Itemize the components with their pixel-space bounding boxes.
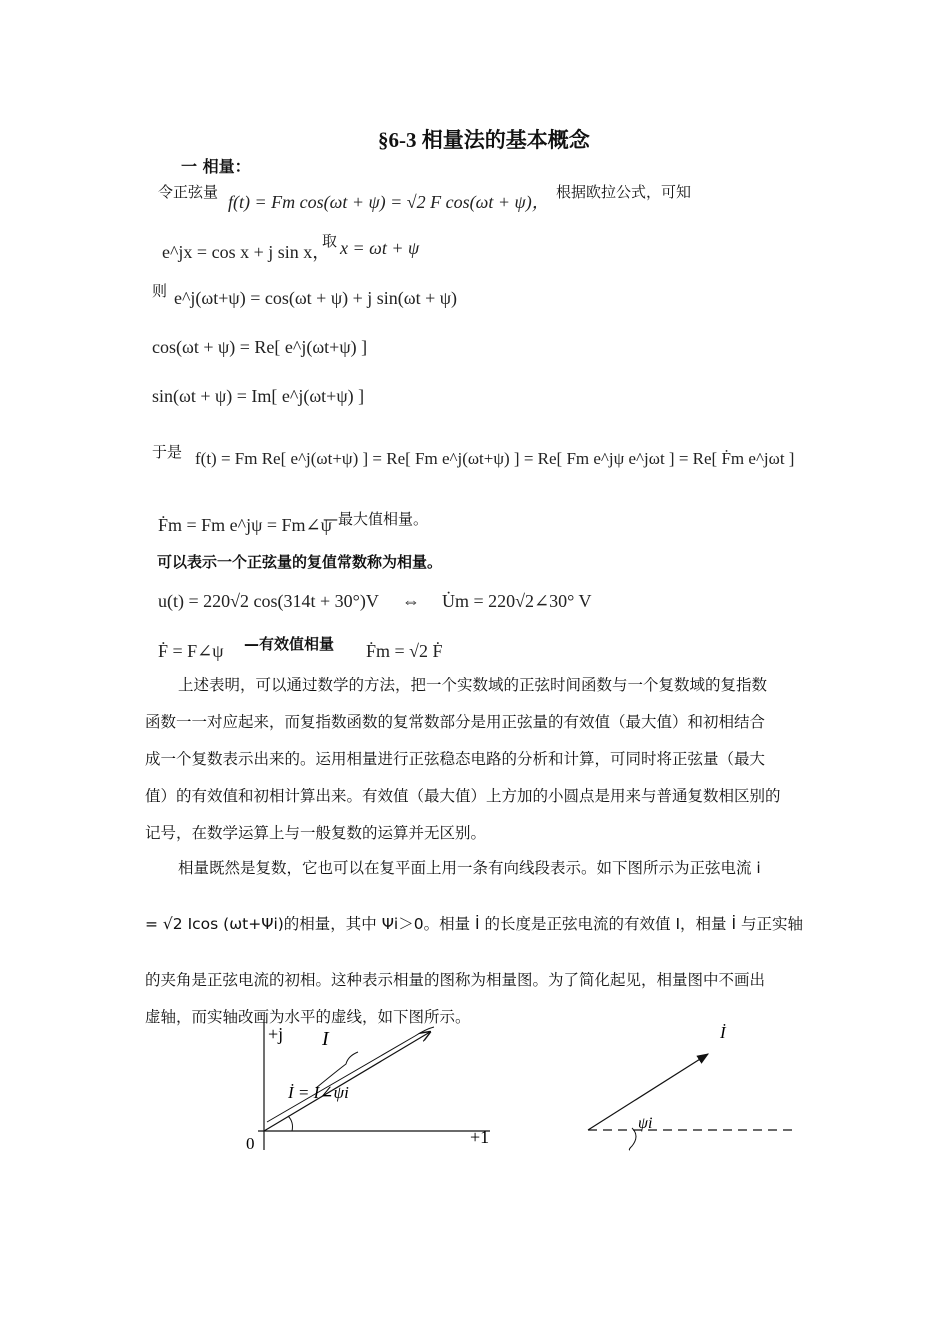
page-title: §6-3 相量法的基本概念 bbox=[378, 128, 590, 152]
angle-arc-2 bbox=[629, 1128, 636, 1150]
phasor-label-2: İ bbox=[720, 1023, 726, 1042]
length-label: I bbox=[322, 1028, 329, 1050]
effective-formula2: Ḟm = √2 Ḟ bbox=[366, 641, 443, 661]
effective-formula: Ḟ = F∠ψ bbox=[158, 641, 224, 661]
example-left: u(t) = 220√2 cos(314t + 30°)V bbox=[158, 591, 379, 611]
para2-line4: 虚轴，而实轴改画为水平的虚线，如下图所示。 bbox=[145, 1008, 471, 1026]
para1-line3: 成一个复数表示出来的。运用相量进行正弦稳态电路的分析和计算，可同时将正弦量（最大 bbox=[145, 750, 766, 768]
angle-label-2: ψi bbox=[638, 1115, 653, 1132]
section-heading: 一 相量： bbox=[181, 157, 251, 176]
angle-arc bbox=[288, 1116, 293, 1131]
para1-line2: 函数一一对应起来，而复指数函数的复常数部分是用正弦量的有效值（最大值）和初相结合 bbox=[145, 713, 766, 731]
line7-formula: Ḟm = Fm e^jψ = Fm∠ψ bbox=[158, 515, 332, 535]
line1-formula: f(t) = Fm cos(ωt + ψ) = √2 F cos(ωt + ψ)， bbox=[228, 192, 550, 212]
para1-line4: 值）的有效值和初相计算出来。有效值（最大值）上方加的小圆点是用来与普通复数相区别的 bbox=[145, 787, 781, 805]
phasor-diagram-complex-plane bbox=[220, 1010, 520, 1160]
para2-line2: = √2 Icos (ωt+Ψi)的相量，其中 Ψi＞0。相量 İ 的长度是正弦电流的有效值 I，相量 İ 与正实轴 bbox=[145, 915, 803, 933]
line2-mid: 取 bbox=[322, 232, 338, 250]
line4-formula: cos(ωt + ψ) = Re[ e^j(ωt+ψ) ] bbox=[152, 337, 368, 357]
line5-formula: sin(ωt + ψ) = Im[ e^j(ωt+ψ) ] bbox=[152, 386, 365, 406]
example-right: U̇m = 220√2∠30° V bbox=[442, 591, 592, 611]
line6-prefix: 于是 bbox=[152, 443, 183, 461]
axis-j-label: +j bbox=[268, 1024, 284, 1044]
para1-line5: 记号，在数学运算上与一般复数的运算并无区别。 bbox=[145, 824, 487, 842]
phasor-arrow bbox=[264, 1032, 430, 1131]
phasor-label: İ = I∠ψi bbox=[288, 1083, 349, 1102]
effective-label: —有效值相量 bbox=[244, 635, 335, 653]
phasor-diagram-simplified bbox=[580, 1010, 810, 1160]
line2-formula: e^jx = cos x + j sin x， bbox=[162, 242, 331, 262]
line3-prefix: 则 bbox=[152, 282, 168, 300]
line3-formula: e^j(ωt+ψ) = cos(ωt + ψ) + j sin(ωt + ψ) bbox=[174, 288, 458, 308]
para2-line3: 的夹角是正弦电流的初相。这种表示相量的图称为相量图。为了简化起见，相量图中不画出 bbox=[145, 971, 766, 989]
example-arrow: ⇔ bbox=[402, 591, 420, 611]
line6-formula: f(t) = Fm Re[ e^j(ωt+ψ) ] = Re[ Fm e^j(ωt+ψ) ] = Re[ Fm e^jψ e^jωt ] = Re[ Ḟm e^jωt ] bbox=[195, 449, 795, 468]
line7-suffix: —最大值相量。 bbox=[323, 510, 429, 528]
origin-label: 0 bbox=[246, 1134, 255, 1153]
line1-prefix: 令正弦量 bbox=[158, 183, 219, 201]
line2-formula2: x = ωt + ψ bbox=[340, 238, 420, 258]
para1-line1: 上述表明，可以通过数学的方法，把一个实数域的正弦时间函数与一个复数域的复指数 bbox=[178, 676, 768, 694]
line1-suffix: 根据欧拉公式，可知 bbox=[556, 183, 692, 201]
definition-line: 可以表示一个正弦量的复值常数称为相量。 bbox=[157, 553, 443, 571]
phasor-outline bbox=[267, 1027, 434, 1122]
axis-1-label: +1 bbox=[470, 1127, 490, 1147]
para2-line1: 相量既然是复数，它也可以在复平面上用一条有向线段表示。如下图所示为正弦电流 i bbox=[178, 859, 761, 877]
